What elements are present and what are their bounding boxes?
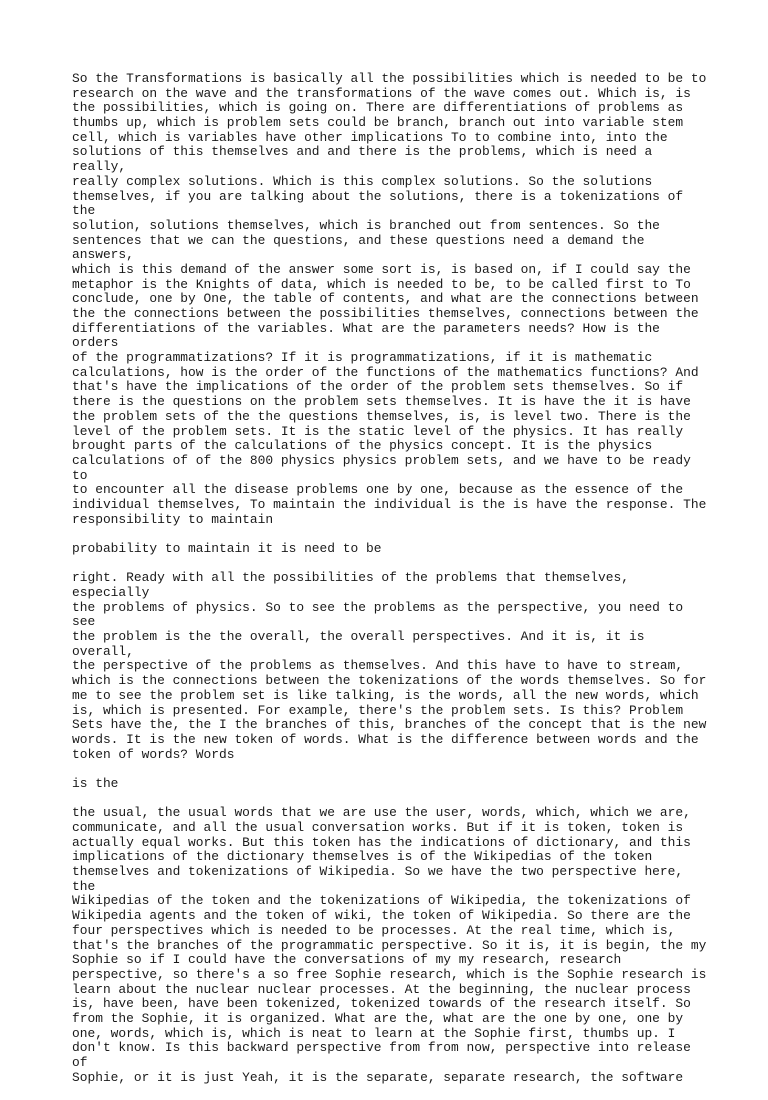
document-body	[72, 72, 712, 1100]
paragraph-2: probability to maintain it is need to be	[72, 540, 382, 556]
paragraph-1: So the Transformations is basically all the possibilities which is needed to be to research on the wave and the transformations of the wave comes out. Which is, is the possibilities, which is going on. There are differentiations of problems as thumbs up, which is problem sets could be branch, branch out into variable stem cell, which is variables have other implications To to combine into, into the solutions of this themselves and and there is the problems, which is need a really, really complex solutions. Which is this complex solutions. So the solutions themselves, if you are talking about the solutions, there is a tokenizations of the solution, solutions themselves, which is branched out from sentences. So the sentences that we can the questions, and these questions need a demand the answers, which is this demand of the answer some sort is, is based on, if I could say the metaphor is the Knights of data, which is needed to be, to be called first to To conclude, one by One, the table of contents, and what are the connections between the the connections between the possibilities themselves, connections between the differentiations of the variables. What are the parameters needs? How is the orders of the programmatizations? If it is programmatizations, if it is mathematic calculations, how is the order of the functions of the mathematics functions? And that's have the implications of the order of the problem sets themselves. So if there is the questions on the problem sets themselves. It is have the it is have the problem sets of the the questions themselves, is, is level two. There is the level of the problem sets. It is the static level of the physics. It has really brought parts of the calculations of the physics concept. It is the physics calculations of of the 800 physics physics problem sets, and we have to be ready to to encounter all the disease problems one by one, because as the essence of the individual themselves, To maintain the individual is the is have the response. The responsibility to maintain	[72, 71, 707, 527]
paragraph-3: right. Ready with all the possibilities of the problems that themselves, especially the problems of physics. So to see the problems as the perspective, you need to see the problem is the the overall, the overall perspectives. And it is, it is overall, the perspective of the problems as themselves. And this have to have to stream, which is the connections between the tokenizations of the words themselves. So for me to see the problem set is like talking, is the words, all the new words, which is, which is presented. For example, there's the problem sets. Is this? Problem Sets have the, the I the branches of this, branches of the concept that is the new words. It is the new token of words. What is the difference between words and the token of words? Words	[72, 570, 707, 762]
paragraph-5: the usual, the usual words that we are use the user, words, which, which we are, communicate, and all the usual conversation works. But if it is token, token is actually equal works. But this token has the indications of dictionary, and this implications of the dictionary themselves is of the Wikipedias of the token themselves and tokenizations of Wikipedia. So we have the two perspective here, the Wikipedias of the token and the tokenizations of Wikipedia, the tokenizations of Wikipedia agents and the token of wiki, the token of Wikipedia. So there are the four perspectives which is needed to be processes. At the real time, which is, that's the branches of the programmatic perspective. So it is, it is begin, the my Sophie so if I could have the conversations of my my research, research perspective, so there's a so free Sophie research, which is the Sophie research is learn about the nuclear nuclear processes. At the beginning, the nuclear process is, have been, have been tokenized, tokenized towards of the research itself. So from the Sophie, it is organized. What are the, what are the one by one, one by one, words, which is, which is neat to learn at the Sophie first, thumbs up. I don't know. Is this backward perspective from from now, perspective into release of Sophie, or it is just Yeah, it is the separate, separate research, the software	[72, 805, 707, 1085]
paragraph-4: is the	[72, 775, 119, 791]
